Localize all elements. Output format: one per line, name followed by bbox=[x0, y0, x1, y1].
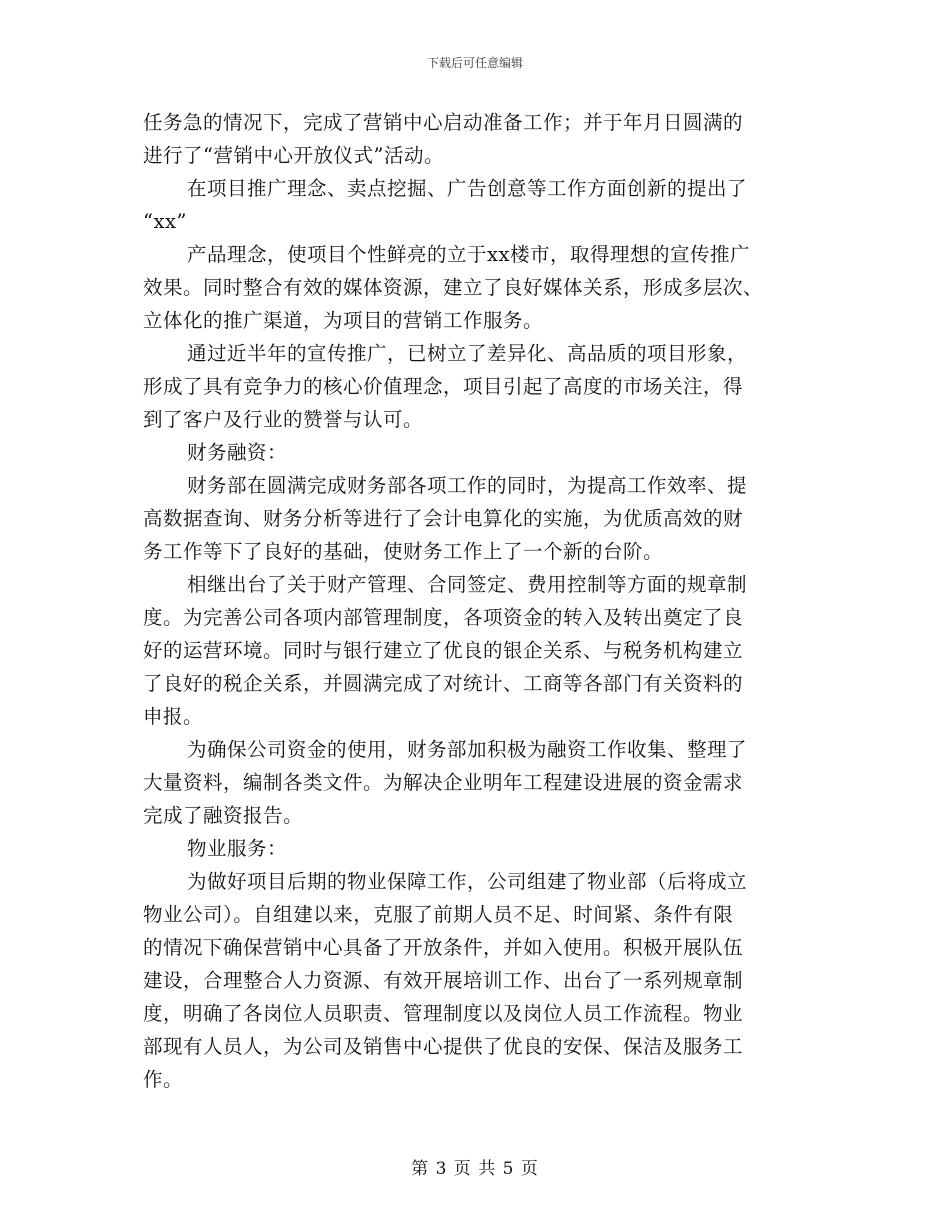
text-line: 效果。同时整合有效的媒体资源，建立了良好媒体关系，形成多层次、 bbox=[143, 276, 764, 299]
text-line: 度。为完善公司各项内部管理制度，各项资金的转入及转出奠定了良 bbox=[143, 606, 744, 629]
text-line: 物业服务： bbox=[187, 837, 288, 860]
text-line: 进行了“营销中心开放仪式”活动。 bbox=[143, 144, 444, 167]
text-line: “xx” bbox=[143, 210, 187, 233]
text-line: 物业公司）。自组建以来，克服了前期人员不足、时间紧、条件有限 bbox=[143, 903, 734, 926]
text-line: 建设，合理整合人力资源、有效开展培训工作、出台了一系列规章制 bbox=[143, 969, 744, 992]
page-header: 下载后可任意编辑 bbox=[426, 56, 523, 70]
text-line: 部现有人员人，为公司及销售中心提供了优良的安保、保洁及服务工 bbox=[143, 1035, 744, 1058]
text-line: 形成了具有竞争力的核心价值理念，项目引起了高度的市场关注，得 bbox=[143, 375, 744, 398]
text-line: 度，明确了各岗位人员职责、管理制度以及岗位人员工作流程。物业 bbox=[143, 1002, 744, 1025]
text-line: 为确保公司资金的使用，财务部加积极为融资工作收集、整理了 bbox=[187, 738, 748, 761]
text-line: 财务部在圆满完成财务部各项工作的同时，为提高工作效率、提 bbox=[187, 474, 748, 497]
text-line: 完成了融资报告。 bbox=[143, 804, 304, 827]
text-line: 任务急的情况下，完成了营销中心启动准备工作；并于年月日圆满的 bbox=[143, 111, 744, 134]
text-line: 好的运营环境。同时与银行建立了优良的银企关系、与税务机构建立 bbox=[143, 639, 744, 662]
text-line: 财务融资： bbox=[187, 441, 288, 464]
text-line: 相继出台了关于财产管理、合同签定、费用控制等方面的规章制 bbox=[187, 573, 748, 596]
text-line: 在项目推广理念、卖点挖掘、广告创意等工作方面创新的提出了 bbox=[187, 177, 748, 200]
page-footer: 第 3 页 共 5 页 bbox=[411, 1159, 539, 1179]
text-line: 到了客户及行业的赞誉与认可。 bbox=[143, 408, 424, 431]
text-line: 的情况下确保营销中心具备了开放条件，并如入使用。积极开展队伍 bbox=[143, 936, 744, 959]
text-line: 大量资料，编制各类文件。为解决企业明年工程建设进展的资金需求 bbox=[143, 771, 744, 794]
text-line: 高数据查询、财务分析等进行了会计电算化的实施，为优质高效的财 bbox=[143, 507, 744, 530]
text-line: 产品理念，使项目个性鲜亮的立于xx楼市，取得理想的宣传推广 bbox=[187, 243, 750, 266]
text-line: 作。 bbox=[143, 1068, 184, 1091]
text-line: 通过近半年的宣传推广，已树立了差异化、高品质的项目形象， bbox=[187, 342, 748, 365]
text-line: 务工作等下了良好的基础，使财务工作上了一个新的台阶。 bbox=[143, 540, 664, 563]
document-body bbox=[143, 106, 803, 1096]
text-line: 立体化的推广渠道，为项目的营销工作服务。 bbox=[143, 309, 544, 332]
text-line: 了良好的税企关系，并圆满完成了对统计、工商等各部门有关资料的 bbox=[143, 672, 744, 695]
text-line: 为做好项目后期的物业保障工作，公司组建了物业部（后将成立 bbox=[187, 870, 748, 893]
text-line: 申报。 bbox=[143, 705, 204, 728]
